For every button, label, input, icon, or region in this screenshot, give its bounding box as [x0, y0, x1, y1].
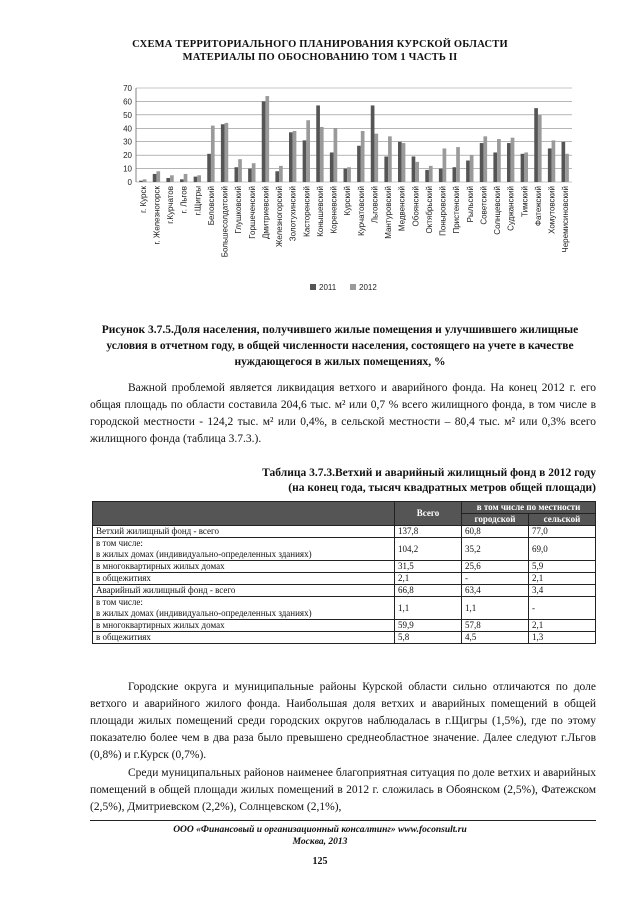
table-cell-rural: 2,1: [529, 620, 596, 632]
x-category-label: Фатежский: [533, 186, 543, 227]
header-line-2: МАТЕРИАЛЫ ПО ОБОСНОВАНИЮ ТОМ 1 ЧАСТЬ II: [182, 52, 458, 63]
bar-2012: [252, 163, 256, 182]
x-category-label: Большесолдатский: [220, 186, 230, 258]
bar-2011: [521, 154, 525, 182]
x-category-label: Октябрьский: [424, 186, 434, 234]
bar-2012: [470, 155, 474, 182]
table-cell-urban: 60,8: [462, 526, 529, 538]
table-cell-urban: 4,5: [462, 632, 529, 644]
bar-2011: [221, 124, 225, 182]
table-cell-urban: 57,8: [462, 620, 529, 632]
bar-2012: [334, 128, 338, 182]
bar-2011: [180, 179, 184, 182]
x-category-label: Медвенский: [397, 186, 407, 232]
bar-2011: [316, 105, 320, 182]
page-footer: [0, 824, 640, 848]
bar-2012: [170, 175, 174, 182]
table-row-label: в общежитиях: [93, 573, 395, 585]
bar-2011: [493, 152, 497, 182]
legend-swatch-2011: [310, 284, 316, 290]
table-cell-urban: 25,6: [462, 561, 529, 573]
bar-2012: [402, 143, 406, 182]
bar-2012: [238, 159, 242, 182]
legend-label: 2012: [359, 283, 377, 292]
bar-2011: [139, 181, 143, 182]
bar-2012: [538, 115, 542, 182]
table-cell-rural: 77,0: [529, 526, 596, 538]
bar-2011: [398, 142, 402, 182]
bar-2012: [374, 134, 378, 182]
bar-2011: [248, 169, 252, 182]
legend-label: 2011: [319, 283, 337, 292]
x-category-label: Касторенский: [302, 186, 312, 237]
bar-2011: [384, 156, 388, 182]
bar-2012: [443, 148, 447, 182]
housing-table: [92, 501, 596, 644]
bar-2012: [388, 136, 392, 182]
table-cell-total: 31,5: [395, 561, 462, 573]
bar-2011: [480, 143, 484, 182]
table-cell-urban: 63,4: [462, 585, 529, 597]
bar-2012: [429, 166, 433, 182]
bar-2011: [371, 105, 375, 182]
paragraph-2-text: Городские округа и муниципальные районы Курской области сильно отличаются по доле ветхого и аварийного жилого фонда. Наибольшая доля ветхих и аварийных помещений в общей площади жилых помещений среди городских округов наблюдалась в г.Щигры (1,5%), где по этому показателю более чем в два раза было превышено среднеобластное значение. Далее следуют г.Льгов (0,8%) и г.Курск (0,7%).: [90, 681, 596, 761]
x-category-label: г.Курчатов: [166, 186, 176, 224]
bar-2012: [197, 175, 201, 182]
bar-2011: [466, 161, 470, 182]
bar-2012: [361, 131, 365, 182]
table-row: [93, 597, 596, 620]
table-row: [93, 538, 596, 561]
paragraph-3-text: Среди муниципальных районов наименее благоприятная ситуация по доле ветхих и аварийных помещений в общей площади жилых помещений в 2012 г. сложилась в Обоянском (2,5%), Фатежском (2,5%), Дмитриевском (2,2%), Солнцевском (2,1%),: [90, 767, 596, 813]
x-category-label: Конышевский: [315, 186, 325, 237]
bar-2012: [552, 140, 556, 182]
table-header-group: в том числе по местности: [462, 502, 596, 514]
bar-2012: [306, 120, 310, 182]
bar-2011: [289, 132, 293, 182]
paragraph-1-text: Важной проблемой является ликвидация ветхого и аварийного фонда. На конец 2012 г. его общая площадь по области составила 204,6 тыс. м² или 0,7 % всего жилищного фонда, в том числе в городской местности - 124,2 тыс. м² или 0,4%, в сельской местности – 80,4 тыс. м² или 0,3% всего жилищного фонда (таблица 3.7.3.).: [90, 382, 596, 445]
bar-2012: [184, 174, 188, 182]
bar-2012: [320, 127, 324, 182]
bar-2011: [534, 108, 538, 182]
bar-2011: [507, 143, 511, 182]
table-title-line-1: Таблица 3.7.3.Ветхий и аварийный жилищный фонд в 2012 году: [262, 467, 596, 479]
x-category-label: г. Курск: [138, 186, 148, 213]
bar-2011: [412, 156, 416, 182]
table-header-urban: городской: [462, 514, 529, 526]
x-category-label: Солнцевский: [493, 186, 503, 235]
bar-2011: [548, 148, 552, 182]
bar-chart: [110, 80, 580, 302]
bar-2011: [153, 174, 157, 182]
bar-2012: [225, 123, 229, 182]
bar-2011: [194, 177, 198, 182]
paragraph-3: [90, 765, 596, 816]
table-row: [93, 632, 596, 644]
table-cell-total: 1,1: [395, 597, 462, 620]
table-row: [93, 573, 596, 585]
y-tick-label: 20: [123, 151, 132, 161]
bar-2012: [497, 139, 501, 182]
x-category-label: г. Льгов: [179, 186, 189, 214]
paragraph-1: [90, 380, 596, 448]
x-category-label: Курчатовский: [356, 186, 366, 236]
table-row: [93, 620, 596, 632]
table-row: [93, 561, 596, 573]
bar-2012: [347, 167, 351, 182]
bar-2011: [207, 154, 211, 182]
table-cell-total: 104,2: [395, 538, 462, 561]
x-category-label: Железногорский: [275, 186, 285, 248]
bar-2012: [156, 171, 160, 182]
table-cell-rural: 3,4: [529, 585, 596, 597]
x-category-label: Беловский: [206, 186, 216, 226]
bar-2012: [483, 136, 487, 182]
table-cell-total: 59,9: [395, 620, 462, 632]
table-cell-rural: 5,9: [529, 561, 596, 573]
x-category-label: Поныровский: [438, 186, 448, 236]
legend-swatch-2012: [350, 284, 356, 290]
x-category-label: Пристенский: [452, 186, 462, 234]
x-category-label: Советский: [479, 186, 489, 225]
table-row-label: Аварийный жилищный фонд - всего: [93, 585, 395, 597]
x-category-label: Рыльский: [465, 186, 475, 223]
table-cell-rural: 1,3: [529, 632, 596, 644]
table-header-rural: сельской: [529, 514, 596, 526]
bar-2011: [453, 167, 457, 182]
table-title-line-2: (на конец года, тысяч квадратных метров общей площади): [288, 482, 596, 494]
page-number: 125: [312, 856, 328, 867]
bar-2011: [357, 146, 361, 182]
x-category-label: Тимский: [520, 186, 530, 217]
y-tick-label: 10: [123, 164, 132, 174]
table-row: [93, 585, 596, 597]
x-category-label: Кореневский: [329, 186, 339, 234]
table-header-total: Всего: [395, 502, 462, 526]
header-line-1: СХЕМА ТЕРРИТОРИАЛЬНОГО ПЛАНИРОВАНИЯ КУРСКОЙ ОБЛАСТИ: [132, 39, 508, 50]
table-cell-total: 2,1: [395, 573, 462, 585]
bar-2011: [166, 178, 170, 182]
y-tick-label: 30: [123, 137, 132, 147]
x-category-label: Суджанский: [506, 186, 516, 231]
bar-2011: [275, 171, 279, 182]
bar-2012: [524, 152, 528, 182]
bar-2011: [235, 167, 239, 182]
footer-divider: [90, 820, 596, 821]
x-category-label: Глушковский: [234, 186, 244, 234]
table-cell-urban: 1,1: [462, 597, 529, 620]
x-category-label: Горшеченский: [247, 186, 257, 239]
table-title: [90, 466, 596, 496]
x-category-label: Дмитриевский: [261, 186, 271, 240]
x-category-label: Мантуровский: [384, 186, 394, 239]
bar-2012: [279, 166, 283, 182]
x-category-label: Хомутовский: [547, 186, 557, 234]
bar-2012: [265, 96, 269, 182]
bar-2012: [143, 179, 147, 182]
table-row-label: в общежитиях: [93, 632, 395, 644]
table-row-label: в том числе: в жилых домах (индивидуально-определенных зданиях): [93, 597, 395, 620]
x-category-label: Золотухинский: [288, 186, 298, 242]
bar-2012: [511, 138, 515, 182]
table-cell-urban: 35,2: [462, 538, 529, 561]
bar-2012: [565, 154, 569, 182]
table-cell-total: 137,8: [395, 526, 462, 538]
table-cell-rural: -: [529, 597, 596, 620]
x-category-label: г. Железногорск: [152, 186, 162, 245]
paragraph-2: [90, 679, 596, 764]
figure-caption: Рисунок 3.7.5.Доля населения, получившего жилые помещения и улучшившего жилищные условия в отчетном году, в общей численности населения, состоящего на учете в качестве нуждающегося в жилых помещениях, %: [101, 324, 579, 368]
page-header: [0, 38, 640, 64]
y-tick-label: 50: [123, 110, 132, 120]
y-tick-label: 70: [123, 84, 132, 93]
table-cell-rural: 2,1: [529, 573, 596, 585]
bar-2012: [293, 131, 297, 182]
table-header-empty: [93, 502, 395, 526]
table-row-label: Ветхий жилищный фонд - всего: [93, 526, 395, 538]
footer-line-2: Москва, 2013: [292, 837, 348, 847]
y-tick-label: 0: [127, 178, 132, 187]
table-row-label: в многоквартирных жилых домах: [93, 620, 395, 632]
x-category-label: Льговский: [370, 186, 380, 224]
bar-2011: [425, 170, 429, 182]
table-cell-total: 66,8: [395, 585, 462, 597]
table-row-label: в том числе: в жилых домах (индивидуально-определенных зданиях): [93, 538, 395, 561]
table-cell-urban: -: [462, 573, 529, 585]
bar-2012: [456, 147, 460, 182]
bar-2012: [211, 126, 215, 182]
x-category-label: г.Щигры: [193, 186, 203, 216]
table-cell-rural: 69,0: [529, 538, 596, 561]
bar-2011: [303, 140, 307, 182]
bar-2012: [415, 162, 419, 182]
x-category-label: Курский: [343, 186, 353, 216]
table-cell-total: 5,8: [395, 632, 462, 644]
y-tick-label: 40: [123, 124, 132, 134]
x-category-label: Черемисиновский: [561, 186, 571, 253]
bar-2011: [439, 169, 443, 182]
y-tick-label: 60: [123, 97, 132, 107]
table-row: [93, 526, 596, 538]
bar-2011: [344, 169, 348, 182]
footer-line-1: ООО «Финансовый и организационный консалтинг» www.foconsult.ru: [173, 825, 467, 835]
bar-2011: [562, 142, 566, 182]
bar-2011: [330, 152, 334, 182]
bar-2011: [262, 101, 266, 182]
x-category-label: Обоянский: [411, 186, 421, 227]
table-row-label: в многоквартирных жилых домах: [93, 561, 395, 573]
